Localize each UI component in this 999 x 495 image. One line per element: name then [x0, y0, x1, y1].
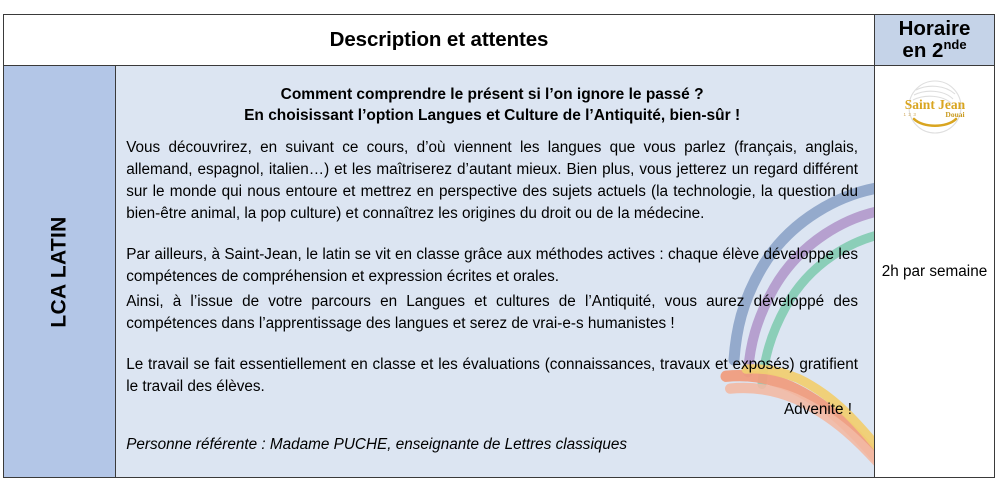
- description-paragraph-2: Par ailleurs, à Saint-Jean, le latin se vit en classe grâce aux méthodes actives : chaque élève développe les compétences de compréhension et expression écrites et orales.: [126, 245, 858, 285]
- table-header-row: [4, 15, 994, 66]
- description-title-line2: En choisissant l’option Langues et Culture de l’Antiquité, bien-sûr !: [244, 107, 741, 125]
- header-cell-hours: [875, 15, 994, 65]
- paragraph-spacer: [126, 225, 858, 244]
- header-hours-label-line2-sup: nde: [943, 37, 967, 53]
- description-cell: [116, 66, 875, 477]
- hours-value: 2h par semaine: [881, 262, 988, 280]
- logo-tagline-text: 1 2 3: [902, 112, 917, 117]
- header-hours-label-line2-prefix: en 2: [902, 39, 944, 62]
- paragraph-spacer: [126, 419, 858, 436]
- header-cell-description: [4, 15, 875, 65]
- description-paragraph-3: Ainsi, à l’issue de votre parcours en Langues et cultures de l’Antiquité, vous aurez développé des compétences dans l’apprentissage des langues et serez de vrai-e-s humanistes !: [126, 292, 858, 332]
- description-title-line1: Comment comprendre le présent si l’on ignore le passé ?: [280, 86, 704, 103]
- saint-jean-logo: [883, 78, 987, 138]
- logo-city-text: Douai: [944, 110, 965, 119]
- paragraph-spacer: [126, 335, 858, 354]
- description-content: [126, 84, 858, 454]
- header-hours-label-line2: [902, 37, 967, 62]
- description-closing: Advenite !: [783, 400, 852, 418]
- hours-cell: [875, 66, 994, 477]
- course-description-table: [3, 14, 995, 478]
- logo-name-text: Saint Jean: [904, 97, 965, 112]
- description-paragraph-4: Le travail se fait essentiellement en classe et les évaluations (connaissances, travaux et exposés) gratifient le travail des élèves.: [126, 355, 858, 395]
- subject-label-cell: [4, 66, 116, 477]
- description-paragraph-1: Vous découvrirez, en suivant ce cours, d’où viennent les langues que vous parlez (français, anglais, allemand, espagnol, italien…) et les maîtriserez d’autant mieux. Bien plus, vous jetterez un regard différent sur le monde qui nous entoure et mettrez en perspective des sujets actuels (la technologie, la question du bien-être animal, la pop culture) et connaîtrez les origines du droit ou de la médecine.: [126, 138, 858, 222]
- description-title: [126, 84, 858, 127]
- table-body-row: [4, 66, 994, 477]
- subject-label: LCA LATIN: [47, 215, 71, 328]
- header-description-label: Description et attentes: [329, 28, 549, 51]
- saint-jean-logo-icon: [883, 78, 987, 138]
- description-contact: Personne référente : Madame PUCHE, enseignante de Lettres classiques: [126, 435, 628, 453]
- header-hours-label-line1: Horaire: [898, 17, 971, 41]
